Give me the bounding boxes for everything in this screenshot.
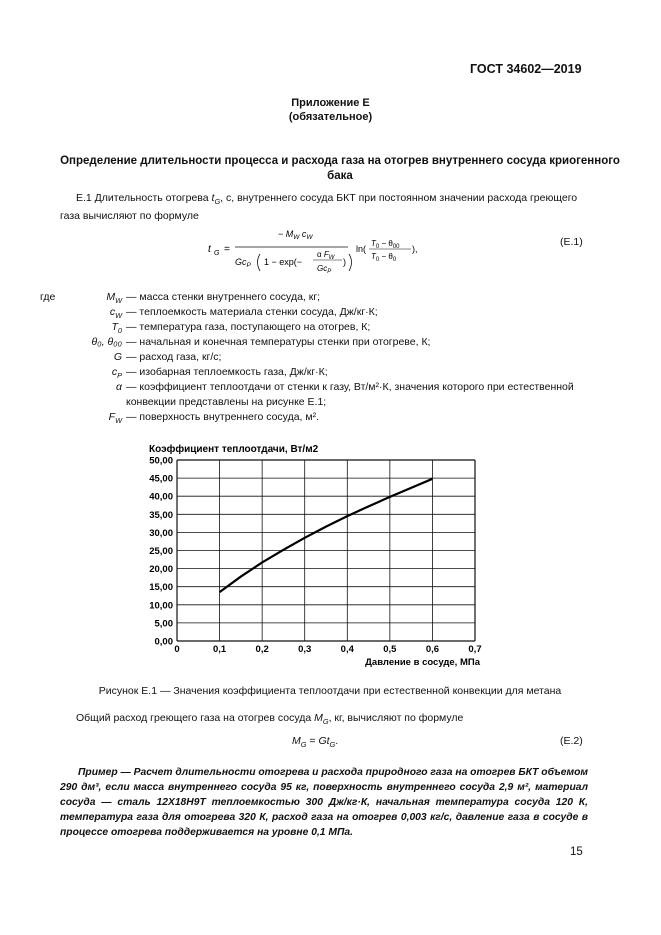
x-tick-label: 0,5: [383, 644, 397, 655]
chart-title: Коэффициент теплоотдачи, Вт/м2: [149, 444, 319, 455]
definition-text: — изобарная теплоемкость газа, Дж/кг·К;: [126, 366, 328, 378]
definition-symbol-main: c: [109, 306, 116, 318]
document-header: ГОСТ 34602—2019: [470, 62, 582, 76]
y-tick-label: 35,00: [149, 509, 173, 521]
definition-symbol-main: G: [113, 351, 122, 363]
definition-symbol-main: M: [106, 291, 116, 303]
definition-symbol-main: T: [111, 321, 118, 333]
x-tick-label: 0,3: [298, 644, 312, 655]
definition-item: [40, 380, 600, 410]
definition-prefix: где: [40, 291, 56, 303]
definition-symbol-sub: W: [115, 416, 122, 426]
definition-item: [40, 350, 600, 365]
definition-symbol: [91, 335, 122, 350]
formula-e2: $M_G = Gt_G$.: [292, 735, 339, 750]
svg-text:t: t: [208, 244, 211, 255]
section-title: Определение длительности процесса и расхода газа на отогрев внутреннего сосуда криогенного бака: [60, 155, 620, 182]
equation-number-e2: (Е.2): [560, 735, 583, 747]
x-tick-label: 0,4: [340, 644, 354, 655]
svg-text:): ): [343, 257, 346, 267]
equation-number-e1: (Е.1): [560, 236, 583, 248]
paragraph-mg-lead: Общий расход греющего газа на отогрев сосуда: [76, 712, 315, 724]
y-tick-label: 10,00: [149, 600, 173, 612]
definition-item: [40, 335, 600, 350]
definition-text: — температура газа, поступающего на отогрев, К;: [126, 321, 371, 333]
definition-symbol-sub: W: [115, 311, 122, 321]
definition-text: — начальная и конечная температуры стенки при отогреве, К;: [126, 336, 431, 348]
definition-symbol-sub: P: [117, 371, 122, 381]
definition-symbol-sub: 0: [117, 326, 122, 336]
definition-symbol-sub: W: [115, 296, 122, 306]
page-number: 15: [570, 846, 583, 858]
definition-symbol: [114, 350, 122, 365]
formula-e1: [200, 226, 450, 278]
y-tick-label: 0,00: [154, 636, 173, 648]
paragraph-e1: [60, 191, 600, 224]
svg-text:α FW: α $F_W$: [317, 250, 335, 261]
annex-title: Приложение Е: [291, 97, 370, 109]
svg-text:GcP: $Gc_P$: [317, 264, 332, 275]
heat-transfer-chart: [135, 436, 495, 672]
symbol-m: M: [314, 712, 323, 724]
definition-item: [40, 410, 600, 425]
svg-text:T0 − θ00: $T_0 - \theta_{00}$: [371, 239, 400, 250]
figure-caption: Рисунок Е.1 — Значения коэффициента теплоотдачи при естественной конвекции для метана: [98, 685, 562, 697]
definition-symbol-main: c: [111, 366, 118, 378]
x-tick-label: 0: [174, 644, 180, 655]
y-tick-label: 30,00: [149, 527, 173, 539]
definition-item: [40, 320, 600, 335]
annex-status: (обязательное): [288, 111, 373, 123]
paragraph-mg-rest: , кг, вычисляют по формуле: [328, 712, 464, 724]
chart-xlabel: Давление в сосуде, МПа: [365, 657, 480, 668]
definition-item: [40, 290, 600, 305]
svg-text:GcP: $Gc_P$: [235, 257, 251, 269]
symbol-m-sub: G: [322, 717, 329, 727]
definition-text: — коэффициент теплоотдачи от стенки к газу, Вт/м²·К, значения которого при естественной конвекции представлены на рисунке Е.1;: [126, 381, 574, 408]
x-tick-label: 0,2: [255, 644, 269, 655]
paragraph-e1-lead: Е.1 Длительность отогрева: [76, 192, 212, 204]
definition-text: — поверхность внутреннего сосуда, м².: [126, 411, 319, 423]
y-tick-label: 5,00: [154, 618, 173, 630]
example-paragraph: Пример — Расчет длительности отогрева и расхода природного газа на отогрев БКТ объемом 290 дм³, если масса внутреннего сосуда 95 кг, поверхность внутреннего сосуда 2,9 м², материал сосуда — сталь 12Х18Н9Т теплоемкостью 300 Дж/кг·К, начальная температура сосуда 120 К, температура газа для отогрева 320 К, расход газа на отогрев 0,003 кг/с, давление газа в сосуде в процессе отогрева поддерживается на уровне 0,1 МПа.: [60, 767, 588, 838]
svg-text:T0 − θ0: $T_0 - \theta_0$: [371, 252, 397, 263]
definition-symbol-main: α: [116, 381, 122, 393]
definition-text: — масса стенки внутреннего сосуда, кг;: [126, 291, 321, 303]
paragraph-mg: [60, 711, 600, 729]
y-tick-label: 40,00: [149, 491, 173, 503]
definition-item: [40, 365, 600, 380]
definition-symbol: [109, 410, 122, 428]
symbol-t: t: [211, 192, 215, 204]
y-tick-label: 25,00: [149, 546, 173, 557]
definition-symbol-main: θ₀, θ₀₀: [91, 336, 122, 348]
symbol-t-sub: G: [214, 197, 221, 207]
x-tick-label: 0,7: [468, 644, 482, 655]
paragraph-e1-rest: , с, внутреннего сосуда БКТ при постоянном значении расхода греющего газа вычисляют по формуле: [60, 192, 578, 223]
x-tick-label: 0,1: [212, 644, 227, 655]
definitions-list: [40, 290, 600, 425]
y-tick-label: 50,00: [149, 455, 173, 467]
svg-text:),: ),: [412, 244, 418, 254]
svg-text:=: =: [224, 244, 230, 255]
definition-item: [40, 305, 600, 320]
annex-heading: [0, 96, 661, 124]
svg-text:− MW cW: − $M_W$ $c_W$: [278, 229, 313, 241]
definition-symbol: [116, 380, 122, 395]
definition-text: — теплоемкость материала стенки сосуда, Дж/кг·К;: [126, 306, 378, 318]
svg-text:G: G: [214, 250, 220, 257]
definition-text: — расход газа, кг/с;: [126, 351, 222, 363]
definition-symbol-main: F: [108, 411, 116, 423]
y-tick-label: 20,00: [149, 564, 173, 576]
y-tick-label: 15,00: [149, 582, 173, 594]
svg-text:1 − exp(−: 1 − exp(−: [264, 257, 303, 267]
svg-text:ln(: ln(: [356, 244, 367, 254]
y-tick-label: 45,00: [149, 473, 173, 485]
x-tick-label: 0,6: [425, 644, 440, 655]
